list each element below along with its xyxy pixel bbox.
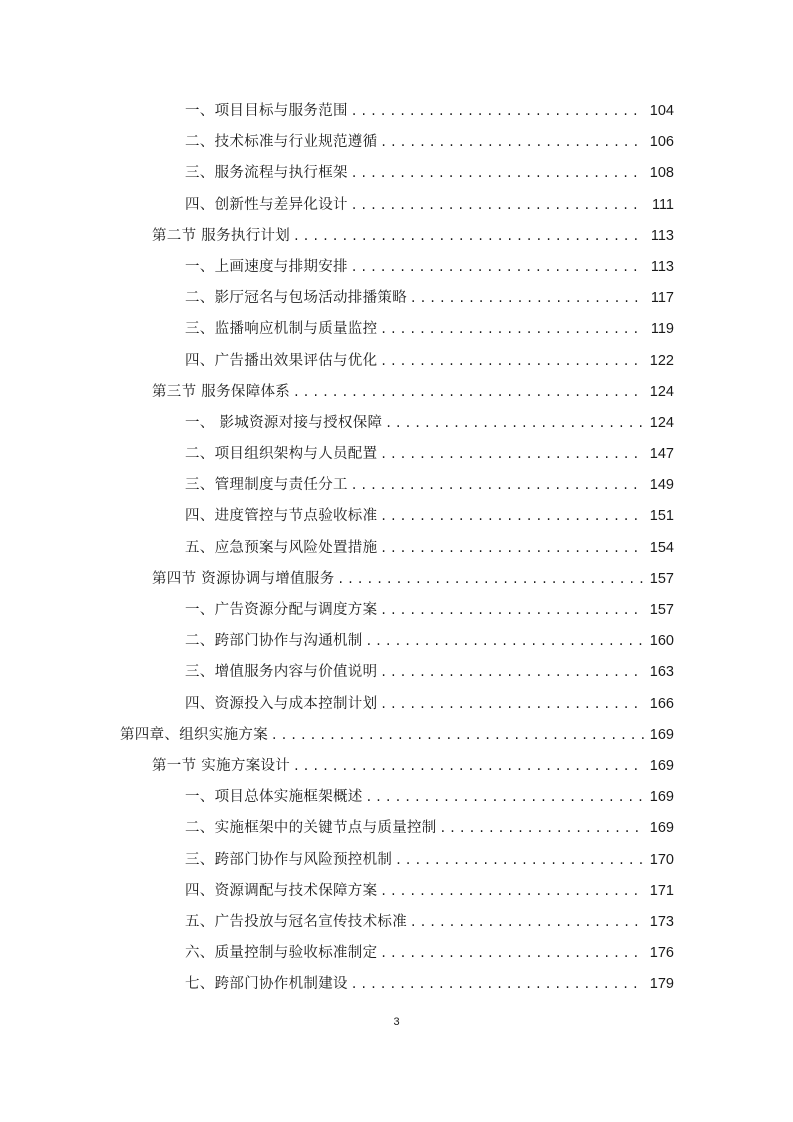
toc-entry-title: 一、 影城资源对接与授权保障 — [185, 414, 383, 431]
toc-entry-page: 117 — [650, 290, 674, 307]
toc-dot-leader — [381, 501, 643, 532]
toc-dot-leader — [411, 907, 644, 938]
toc-entry-page: 124 — [649, 383, 674, 400]
toc-entry-page: 149 — [649, 477, 674, 494]
toc-entry-title: 一、项目总体实施框架概述 — [185, 789, 363, 806]
toc-entry[interactable] — [0, 626, 793, 657]
toc-entry[interactable] — [0, 252, 793, 283]
toc-entry-page: 171 — [649, 882, 674, 899]
toc-entry-title: 四、进度管控与节点验收标准 — [185, 508, 378, 525]
toc-entry[interactable] — [0, 314, 793, 345]
toc-entry-title: 七、跨部门协作机制建设 — [185, 976, 348, 993]
toc-entry-page: 169 — [649, 757, 674, 774]
toc-dot-leader — [381, 657, 643, 688]
toc-entry-title: 第四节 资源协调与增值服务 — [152, 570, 335, 587]
toc-dot-leader — [386, 408, 643, 439]
toc-dot-leader — [352, 158, 644, 189]
toc-entry-page: 106 — [649, 134, 674, 151]
toc-entry-page: 124 — [649, 414, 674, 431]
toc-entry-page: 113 — [650, 258, 674, 275]
toc-dot-leader — [367, 626, 644, 657]
toc-entry-title: 第四章、组织实施方案 — [120, 726, 268, 743]
toc-entry[interactable] — [0, 782, 793, 813]
toc-entry-title: 一、广告资源分配与调度方案 — [185, 602, 378, 618]
toc-entry-title: 四、资源投入与成本控制计划 — [185, 695, 378, 712]
toc-entry[interactable] — [0, 190, 793, 221]
toc-dot-leader — [381, 533, 643, 564]
toc-entry[interactable] — [0, 346, 793, 377]
toc-entry-title: 三、增值服务内容与价值说明 — [185, 664, 378, 681]
toc-entry[interactable] — [0, 813, 793, 844]
toc-entry-page: 119 — [650, 321, 674, 338]
toc-entry-title: 第二节 服务执行计划 — [152, 227, 291, 244]
toc-entry[interactable] — [0, 564, 793, 595]
toc-dot-leader — [381, 689, 643, 720]
toc-entry-title: 二、影厅冠名与包场活动排播策略 — [185, 290, 407, 307]
toc-entry-title: 一、上画速度与排期安排 — [185, 258, 348, 275]
toc-entry-page: 104 — [649, 103, 674, 119]
toc-entry[interactable] — [0, 158, 793, 189]
toc-entry[interactable] — [0, 751, 793, 782]
toc-dot-leader — [339, 564, 644, 595]
toc-entry-title: 四、广告播出效果评估与优化 — [185, 352, 378, 369]
toc-dot-leader — [352, 470, 644, 501]
table-of-contents — [0, 96, 793, 1000]
toc-entry-title: 第三节 服务保障体系 — [152, 383, 291, 400]
toc-entry[interactable] — [0, 221, 793, 252]
toc-entry-page: 151 — [649, 508, 674, 525]
toc-entry[interactable] — [0, 501, 793, 532]
toc-entry-title: 三、监播响应机制与质量监控 — [185, 321, 378, 338]
toc-dot-leader — [294, 751, 644, 782]
toc-entry[interactable] — [0, 845, 793, 876]
toc-dot-leader — [441, 813, 644, 844]
toc-entry-page: 176 — [649, 945, 674, 962]
toc-entry[interactable] — [0, 938, 793, 969]
toc-dot-leader — [381, 439, 643, 470]
toc-entry-page: 160 — [649, 633, 674, 650]
toc-dot-leader — [411, 283, 644, 314]
toc-entry[interactable] — [0, 689, 793, 720]
page-number: 3 — [393, 1016, 400, 1028]
toc-entry[interactable] — [0, 907, 793, 938]
toc-entry-page: 108 — [649, 165, 674, 182]
toc-dot-leader — [272, 720, 644, 751]
toc-entry-title: 四、资源调配与技术保障方案 — [185, 882, 378, 899]
toc-entry[interactable] — [0, 470, 793, 501]
toc-dot-leader — [381, 876, 643, 907]
toc-entry-page: 173 — [649, 913, 674, 930]
toc-entry[interactable] — [0, 876, 793, 907]
toc-entry-title: 六、质量控制与验收标准制定 — [185, 945, 378, 962]
toc-entry-title: 第一节 实施方案设计 — [152, 757, 291, 774]
toc-entry-title: 一、项目目标与服务范围 — [185, 103, 348, 119]
toc-entry[interactable] — [0, 533, 793, 564]
toc-entry[interactable] — [0, 377, 793, 408]
toc-dot-leader — [381, 346, 643, 377]
toc-entry[interactable] — [0, 720, 793, 751]
toc-entry-title: 五、广告投放与冠名宣传技术标准 — [185, 913, 407, 930]
toc-entry-title: 四、创新性与差异化设计 — [185, 196, 348, 213]
toc-dot-leader — [396, 845, 644, 876]
toc-entry-title: 三、服务流程与执行框架 — [185, 165, 348, 182]
toc-dot-leader — [352, 252, 644, 283]
toc-dot-leader — [381, 314, 644, 345]
toc-entry-page: 154 — [649, 539, 674, 556]
toc-entry-page: 179 — [649, 976, 674, 993]
toc-entry-page: 147 — [649, 446, 674, 463]
toc-entry-page: 113 — [650, 227, 674, 244]
toc-entry-title: 二、项目组织架构与人员配置 — [185, 446, 378, 463]
toc-entry-page: 122 — [649, 352, 674, 369]
toc-entry-page: 157 — [649, 570, 674, 587]
toc-entry[interactable] — [0, 283, 793, 314]
toc-dot-leader — [381, 595, 643, 626]
toc-entry-page: 157 — [649, 602, 674, 618]
toc-entry-title: 二、技术标准与行业规范遵循 — [185, 134, 378, 151]
toc-dot-leader — [352, 96, 644, 127]
toc-entry-title: 五、应急预案与风险处置措施 — [185, 539, 378, 556]
toc-entry-page: 169 — [649, 726, 674, 743]
toc-entry-page: 170 — [649, 851, 674, 868]
toc-dot-leader — [367, 782, 644, 813]
toc-dot-leader — [294, 377, 644, 408]
toc-entry[interactable] — [0, 657, 793, 688]
toc-dot-leader — [381, 127, 643, 158]
toc-dot-leader — [352, 190, 644, 221]
toc-entry-title: 三、跨部门协作与风险预控机制 — [185, 851, 393, 868]
toc-entry[interactable] — [0, 127, 793, 158]
toc-dot-leader — [294, 221, 644, 252]
toc-entry[interactable] — [0, 96, 793, 127]
toc-entry-title: 三、管理制度与责任分工 — [185, 477, 348, 494]
toc-entry[interactable] — [0, 439, 793, 470]
toc-entry[interactable] — [0, 408, 793, 439]
toc-dot-leader — [352, 969, 644, 1000]
toc-entry-page: 169 — [649, 820, 674, 837]
toc-entry-page: 166 — [649, 695, 674, 712]
toc-entry-page: 163 — [649, 664, 674, 681]
toc-entry[interactable] — [0, 595, 793, 626]
toc-dot-leader — [381, 938, 643, 969]
toc-entry-title: 二、跨部门协作与沟通机制 — [185, 633, 363, 650]
toc-entry-title: 二、实施框架中的关键节点与质量控制 — [185, 820, 437, 837]
toc-entry-page: 169 — [649, 789, 674, 806]
toc-entry[interactable] — [0, 969, 793, 1000]
toc-entry-page: 111 — [651, 196, 674, 213]
